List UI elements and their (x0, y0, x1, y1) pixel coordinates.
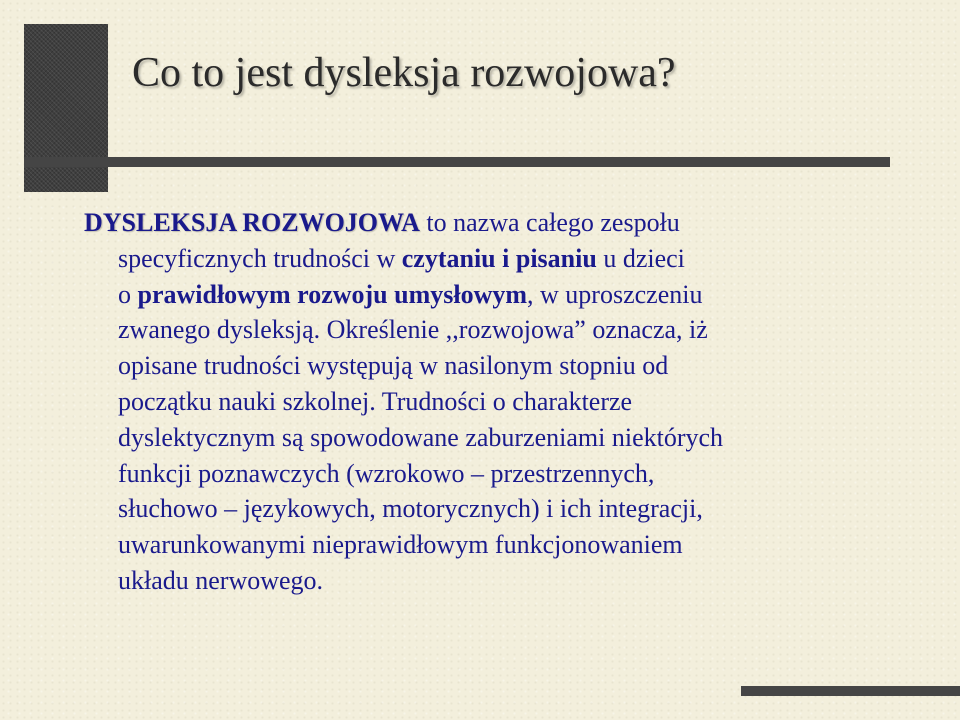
text-segment: u dzieci (596, 243, 685, 273)
text-segment: opisane trudności występują w nasilonym stopniu od (118, 351, 669, 381)
text-segment: zwanego dysleksją. Określenie ,,rozwojowa” oznacza, iż (118, 315, 708, 345)
text-segment: początku nauki szkolnej. Trudności o charakterze (118, 386, 633, 416)
text-segment: specyficznych trudności w (118, 243, 402, 273)
text-segment: funkcji poznawczych (wzrokowo – przestrzennych, (118, 458, 655, 488)
text-line (84, 527, 884, 563)
text-line (84, 348, 884, 384)
text-line (84, 456, 884, 492)
page-title: Co to jest dysleksja rozwojowa? (132, 50, 676, 96)
text-segment: słuchowo – językowych, motorycznych) i ich integracji, (118, 494, 703, 524)
text-segment: układu nerwowego. (118, 565, 324, 595)
defined-term: DYSLEKSJA ROZWOJOWA (84, 208, 420, 237)
emphasized-text: czytaniu i pisaniu (401, 243, 597, 273)
text-segment: o (118, 279, 138, 309)
text-line (84, 420, 884, 456)
footer-rule (741, 686, 960, 696)
text-line (84, 384, 884, 420)
body-paragraph (84, 205, 884, 599)
text-line (84, 205, 884, 241)
text-segment: , w uproszczeniu (527, 279, 703, 309)
text-segment: to nazwa całego zespołu (419, 208, 680, 237)
text-segment: dyslektycznym są spowodowane zaburzeniami niektórych (118, 422, 724, 452)
text-line (84, 241, 884, 277)
text-line (84, 491, 884, 527)
text-line (84, 277, 884, 313)
emphasized-text: prawidłowym rozwoju umysłowym (137, 279, 528, 309)
text-line (84, 312, 884, 348)
text-segment: uwarunkowanymi nieprawidłowym funkcjonowaniem (118, 530, 683, 560)
title-underline-rule (24, 157, 890, 167)
text-line (84, 563, 884, 599)
